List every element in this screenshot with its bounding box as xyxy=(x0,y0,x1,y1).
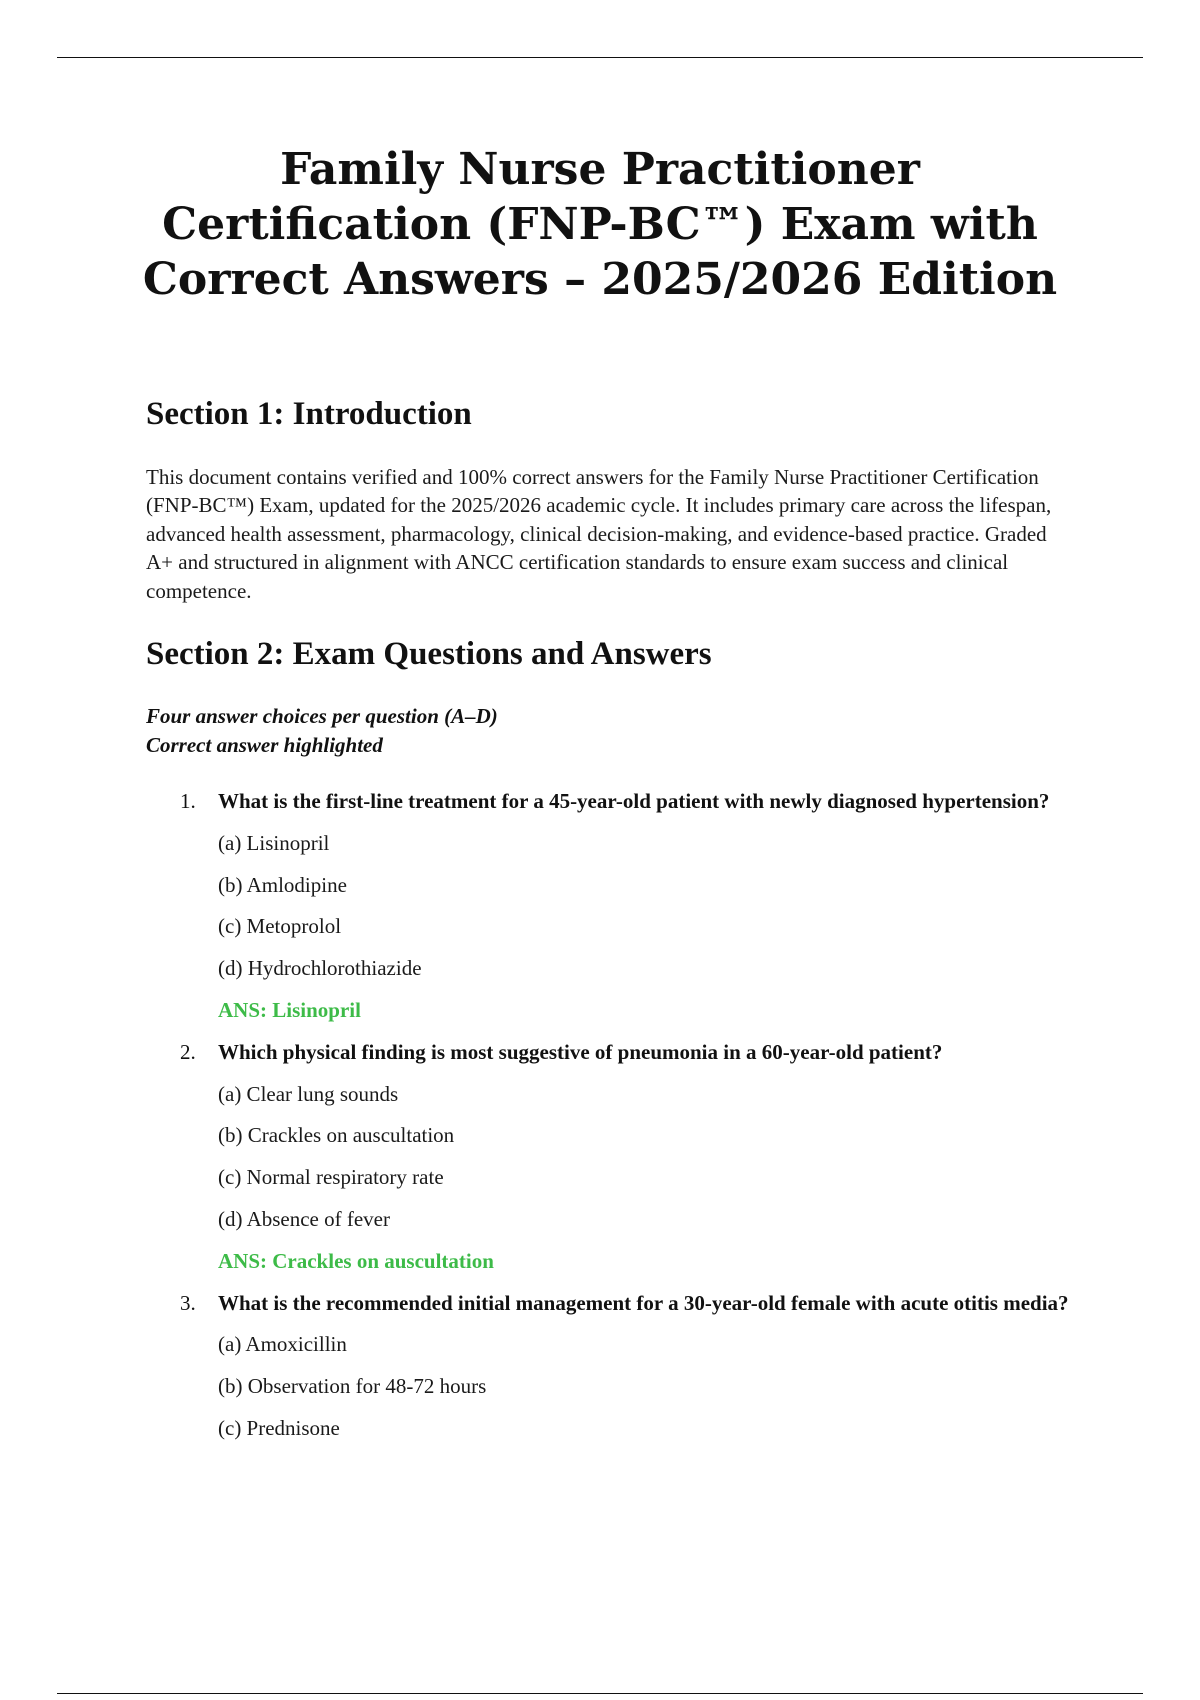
top-rule xyxy=(57,57,1143,58)
question-text: What is the recommended initial management for a 30-year-old female with acute otitis media? xyxy=(218,1290,1069,1315)
question-item xyxy=(0,781,1200,1032)
document-title: Family Nurse Practitioner Certification (FNP-BC™) Exam with Correct Answers – 2025/2026 Edition xyxy=(142,144,1058,305)
answer-option: (b) Amlodipine xyxy=(218,872,347,897)
section-1-heading: Section 1: Introduction xyxy=(146,396,472,432)
answer-option: (c) Metoprolol xyxy=(218,914,342,939)
answer-option: (d) Hydrochlorothiazide xyxy=(218,956,422,981)
note-line-highlight: Correct answer highlighted xyxy=(146,732,383,757)
question-number: 3. xyxy=(180,1290,196,1315)
note-line-choices: Four answer choices per question (A–D) xyxy=(146,704,498,728)
question-text: Which physical finding is most suggestive of pneumonia in a 60-year-old patient? xyxy=(218,1039,943,1064)
question-item xyxy=(0,1032,1200,1283)
answer-format-note xyxy=(146,702,498,759)
answer-option: (c) Normal respiratory rate xyxy=(218,1165,444,1190)
correct-answer: ANS: Crackles on auscultation xyxy=(218,1248,494,1273)
question-text: What is the first-line treatment for a 45-year-old patient with newly diagnosed hypertension? xyxy=(218,789,1050,813)
question-number: 1. xyxy=(180,789,196,813)
answer-option: (b) Crackles on auscultation xyxy=(218,1123,455,1148)
intro-paragraph: This document contains verified and 100% correct answers for the Family Nurse Practitioner Certification (FNP-BC™) Exam, updated for the 2025/2026 academic cycle. It includes primary care across the lifespan, advanced health assessment, pharmacology, clinical decision-making, and evidence-based practice. Graded A+ and structured in alignment with ANCC certification standards to ensure exam success and clinical competence. xyxy=(146,465,1052,603)
answer-option: (a) Lisinopril xyxy=(218,830,330,855)
bottom-rule xyxy=(57,1693,1143,1694)
question-number: 2. xyxy=(180,1039,196,1064)
answer-option: (a) Amoxicillin xyxy=(218,1332,347,1357)
correct-answer: ANS: Lisinopril xyxy=(218,997,361,1022)
question-item xyxy=(0,1283,1200,1450)
answer-option: (b) Observation for 48-72 hours xyxy=(218,1374,487,1399)
answer-option: (a) Clear lung sounds xyxy=(218,1081,399,1106)
answer-option: (d) Absence of fever xyxy=(218,1206,390,1231)
question-list xyxy=(0,781,1200,1450)
answer-option: (c) Prednisone xyxy=(218,1415,340,1440)
section-2-heading: Section 2: Exam Questions and Answers xyxy=(146,636,712,672)
